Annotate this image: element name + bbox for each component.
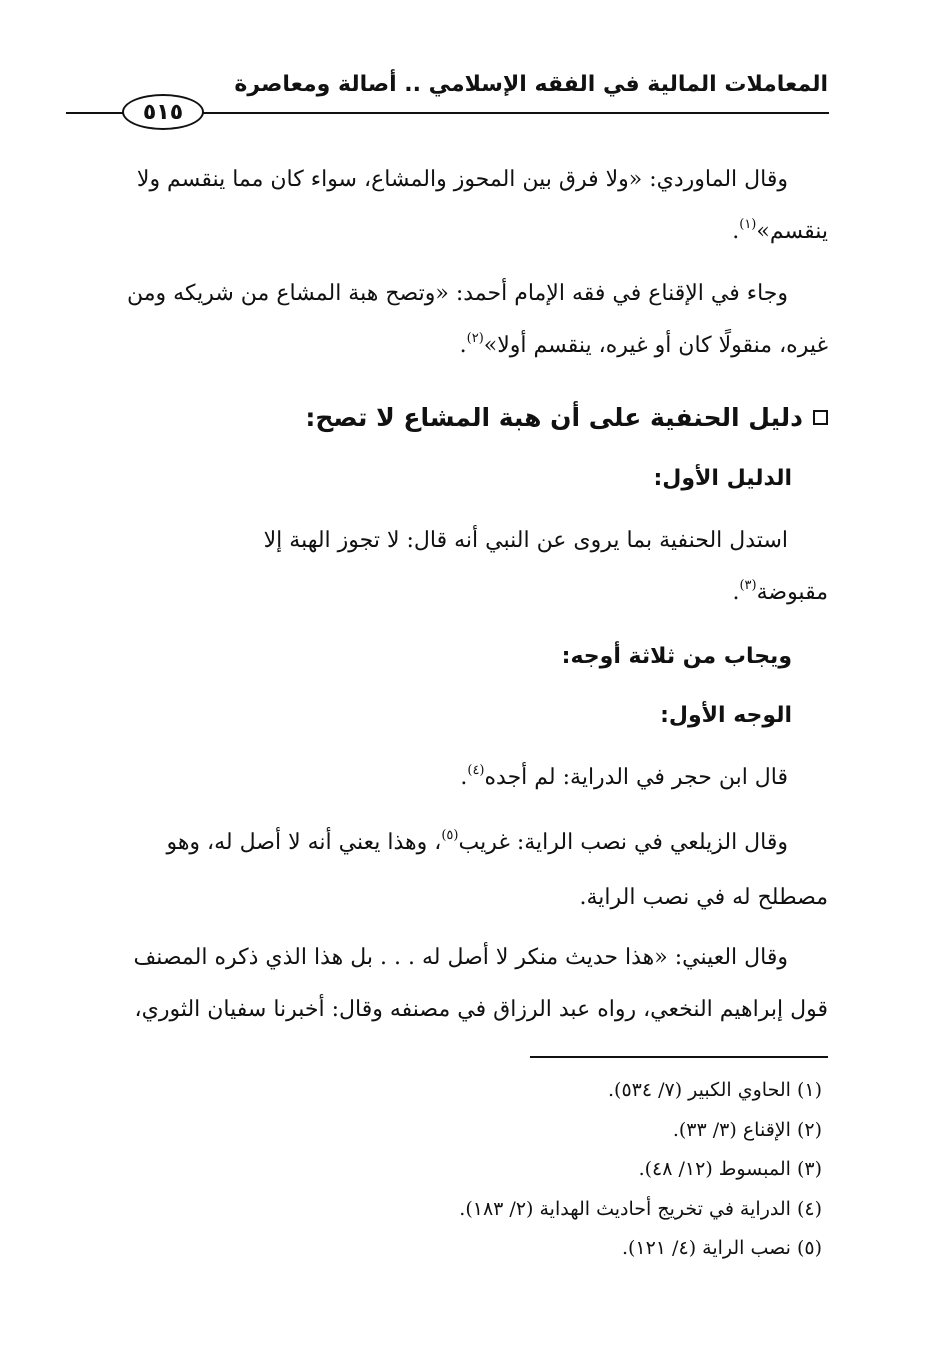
text-line (66, 932, 828, 984)
paragraph-ibn-hajar (66, 752, 828, 807)
footnote-marker: (١) (739, 217, 757, 232)
text-line-content: مصطلح له في نصب الراية. (579, 885, 828, 910)
text-line (66, 872, 828, 924)
text-line-content: وجاء في الإقناع في فقه الإمام أحمد: «وتصح هبة المشاع من شريكه ومن (127, 281, 788, 306)
text-line (66, 154, 828, 206)
paragraph-mawardi (66, 154, 828, 261)
text-line: غيره، منقولًا كان أو غيره، ينقسم أولا»$^{(٢)}$. (459, 331, 828, 358)
footnote-marker: (٤) (467, 763, 485, 778)
subheading-first-aspect: الوجه الأول: (660, 703, 792, 728)
section-heading (108, 403, 828, 432)
text-line (66, 515, 828, 567)
footnote-marker: (٣) (739, 578, 757, 593)
text-line: مقبوضة$^{(٣)}$. (732, 578, 828, 605)
paragraph-zaylai (66, 817, 828, 924)
text-line-content: وقال الزيلعي في نصب الراية: غريب (458, 830, 788, 855)
text-line-content: مقبوضة (756, 580, 828, 605)
text-line-content: قول إبراهيم النخعي، رواه عبد الرزاق في مصنفه وقال: أخبرنا سفيان الثوري، (134, 997, 828, 1022)
paragraph-hanafi-evidence (66, 515, 828, 622)
text-line-content: غيره، منقولًا كان أو غيره، ينقسم أولا» (483, 333, 828, 358)
page-number: ٥١٥ (122, 94, 204, 130)
footnote-rule (530, 1056, 828, 1058)
subheading-answered-from: ويجاب من ثلاثة أوجه: (561, 644, 792, 669)
paragraph-ayni (66, 932, 828, 1036)
text-line (66, 984, 828, 1036)
text-line-content: قال ابن حجر في الدراية: لم أجده (484, 765, 788, 790)
square-bullet-icon (813, 410, 828, 425)
text-line-content: وقال العيني: «هذا حديث منكر لا أصل له . . . بل هذا الذي ذكره المصنف (133, 945, 788, 970)
text-line-content: استدل الحنفية بما يروى عن النبي أنه قال: لا تجوز الهبة إلا (263, 528, 788, 553)
footnote: (١) الحاوي الكبير (٧/ ٥٣٤). (607, 1079, 822, 1101)
footnote: (٣) المبسوط (١٢/ ٤٨). (638, 1158, 822, 1180)
running-title: المعاملات المالية في الفقه الإسلامي .. أصالة ومعاصرة (234, 72, 828, 97)
footnote-marker: (٢) (466, 331, 484, 346)
footnote-marker: (٥) (441, 828, 459, 843)
text-line: قال ابن حجر في الدراية: لم أجده$^{(٤)}$. (66, 752, 828, 807)
text-line-content: ينقسم» (756, 219, 828, 244)
subheading-first-evidence: الدليل الأول: (653, 466, 792, 491)
text-line-content: ، وهذا يعني أنه لا أصل له، وهو (166, 830, 442, 855)
footnotes (122, 1071, 822, 1269)
text-line (66, 817, 828, 872)
text-line (66, 268, 828, 320)
footnote: (٢) الإقناع (٣/ ٣٣). (672, 1118, 822, 1141)
paragraph-iqna (66, 268, 828, 375)
footnote: (٥) نصب الراية (٤/ ١٢١). (621, 1237, 822, 1259)
footnote: (٤) الدراية في تخريج أحاديث الهداية (٢/ ١٨٣). (459, 1197, 822, 1220)
text-line: ينقسم»$^{(١)}$. (732, 217, 828, 244)
text-line-content: وقال الماوردي: «ولا فرق بين المحوز والمشاع، سواء كان مما ينقسم ولا (136, 167, 788, 192)
section-heading-text: دليل الحنفية على أن هبة المشاع لا تصح: (305, 403, 803, 432)
